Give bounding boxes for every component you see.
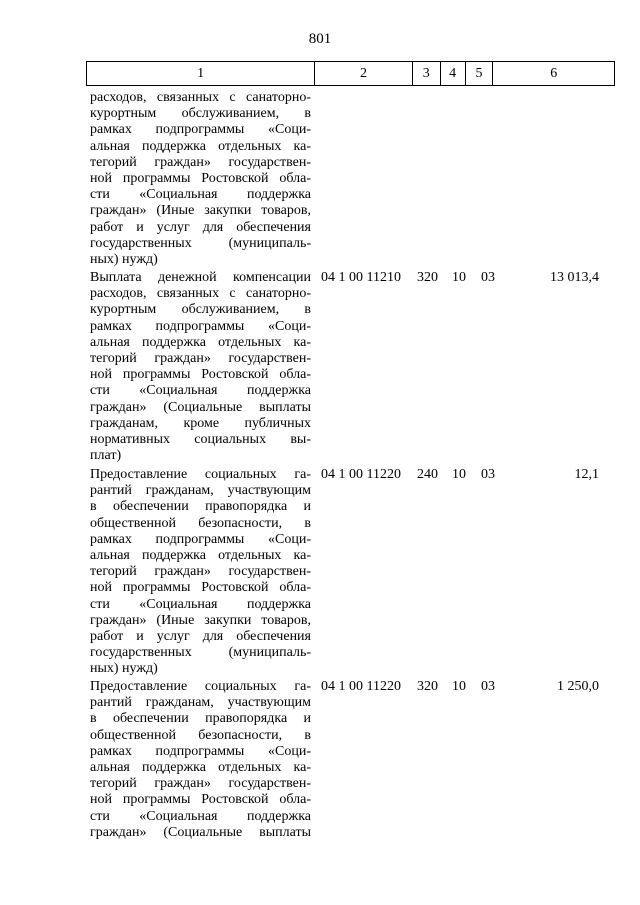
description-line: рантий гражданам, участвующим — [90, 483, 311, 499]
description-line: тегорий граждан» государствен- — [90, 154, 311, 170]
description-line: сти «Социальная поддержка — [90, 596, 311, 612]
description-line: сти «Социальная поддержка — [90, 808, 311, 824]
description-line: гражданам, кроме публичных — [90, 415, 311, 431]
row-expense-type: 240 — [417, 467, 438, 482]
row-section: 10 — [452, 467, 466, 482]
description-line: ных) нужд) — [90, 252, 158, 268]
description-line: альная поддержка отдельных ка- — [90, 334, 311, 350]
row-code: 04 1 00 11210 — [321, 270, 401, 285]
row-expense-type: 320 — [417, 679, 438, 694]
description-line: ной программы Ростовской обла- — [90, 171, 311, 187]
row-description — [90, 270, 311, 464]
description-line: Предоставление социальных га- — [90, 467, 311, 482]
description-line: рамках подпрограммы «Соци- — [90, 531, 311, 547]
row-description — [90, 467, 311, 678]
description-line: ной программы Ростовской обла- — [90, 367, 311, 383]
description-line: граждан» (Иные закупки товаров, — [90, 612, 311, 628]
description-line: в обеспечении правопорядка и — [90, 711, 311, 727]
description-line: курортным обслуживанием, в — [90, 302, 311, 318]
description-line: тегорий граждан» государствен- — [90, 776, 311, 792]
description-line: нормативных социальных вы- — [90, 432, 311, 448]
description-line: сти «Социальная поддержка — [90, 383, 311, 399]
description-line: сти «Социальная поддержка — [90, 187, 311, 203]
description-line: государственных (муниципаль- — [90, 645, 311, 661]
description-line: общественной безопасности, в — [90, 515, 311, 531]
row-description — [90, 679, 311, 841]
description-line: расходов, связанных с санаторно- — [90, 286, 311, 302]
description-line: в обеспечении правопорядка и — [90, 499, 311, 515]
row-amount: 1 250,0 — [557, 679, 599, 694]
description-line: рантий гражданам, участвующим — [90, 695, 311, 711]
description-line: ной программы Ростовской обла- — [90, 792, 311, 808]
description-line: альная поддержка отдельных ка- — [90, 138, 311, 154]
description-line: тегорий граждан» государствен- — [90, 564, 311, 580]
page-number: 801 — [308, 31, 332, 47]
description-line: государственных (муниципаль- — [90, 235, 311, 251]
header-col-6: 6 — [550, 66, 558, 81]
row-amount: 12,1 — [574, 467, 599, 482]
description-line: рамках подпрограммы «Соци- — [90, 743, 311, 759]
description-line: плат) — [90, 448, 122, 464]
header-col-3: 3 — [413, 62, 441, 85]
description-line: тегорий граждан» государствен- — [90, 351, 311, 367]
row-code: 04 1 00 11220 — [321, 467, 401, 482]
header-col-4: 4 — [441, 62, 466, 85]
description-line: граждан» (Иные закупки товаров, — [90, 203, 311, 219]
row-expense-type: 320 — [417, 270, 438, 285]
description-line: граждан» (Социальные выплаты — [90, 399, 311, 415]
description-line: курортным обслуживанием, в — [90, 106, 311, 122]
description-line: расходов, связанных с санаторно- — [90, 90, 311, 105]
description-line: общественной безопасности, в — [90, 727, 311, 743]
row-subsection: 03 — [481, 270, 495, 285]
description-line: альная поддержка отдельных ка- — [90, 760, 311, 776]
header-col-1: 1 — [87, 62, 315, 85]
description-line: граждан» (Социальные выплаты — [90, 824, 311, 840]
description-line: рамках подпрограммы «Соци- — [90, 318, 311, 334]
row-code: 04 1 00 11220 — [321, 679, 401, 694]
row-subsection: 03 — [481, 467, 495, 482]
row-subsection: 03 — [481, 679, 495, 694]
table-header — [86, 61, 615, 86]
header-col-2: 2 — [315, 62, 413, 85]
description-line: рамках подпрограммы «Соци- — [90, 122, 311, 138]
row-section: 10 — [452, 270, 466, 285]
row-description — [90, 90, 311, 268]
description-line: Выплата денежной компенсации — [90, 270, 311, 285]
row-amount: 13 013,4 — [550, 270, 599, 285]
description-line: ных) нужд) — [90, 661, 158, 677]
description-line: работ и услуг для обеспечения — [90, 629, 311, 645]
description-line: альная поддержка отдельных ка- — [90, 548, 311, 564]
row-section: 10 — [452, 679, 466, 694]
description-line: ной программы Ростовской обла- — [90, 580, 311, 596]
description-line: Предоставление социальных га- — [90, 679, 311, 694]
header-col-5: 5 — [466, 62, 494, 85]
description-line: работ и услуг для обеспечения — [90, 219, 311, 235]
